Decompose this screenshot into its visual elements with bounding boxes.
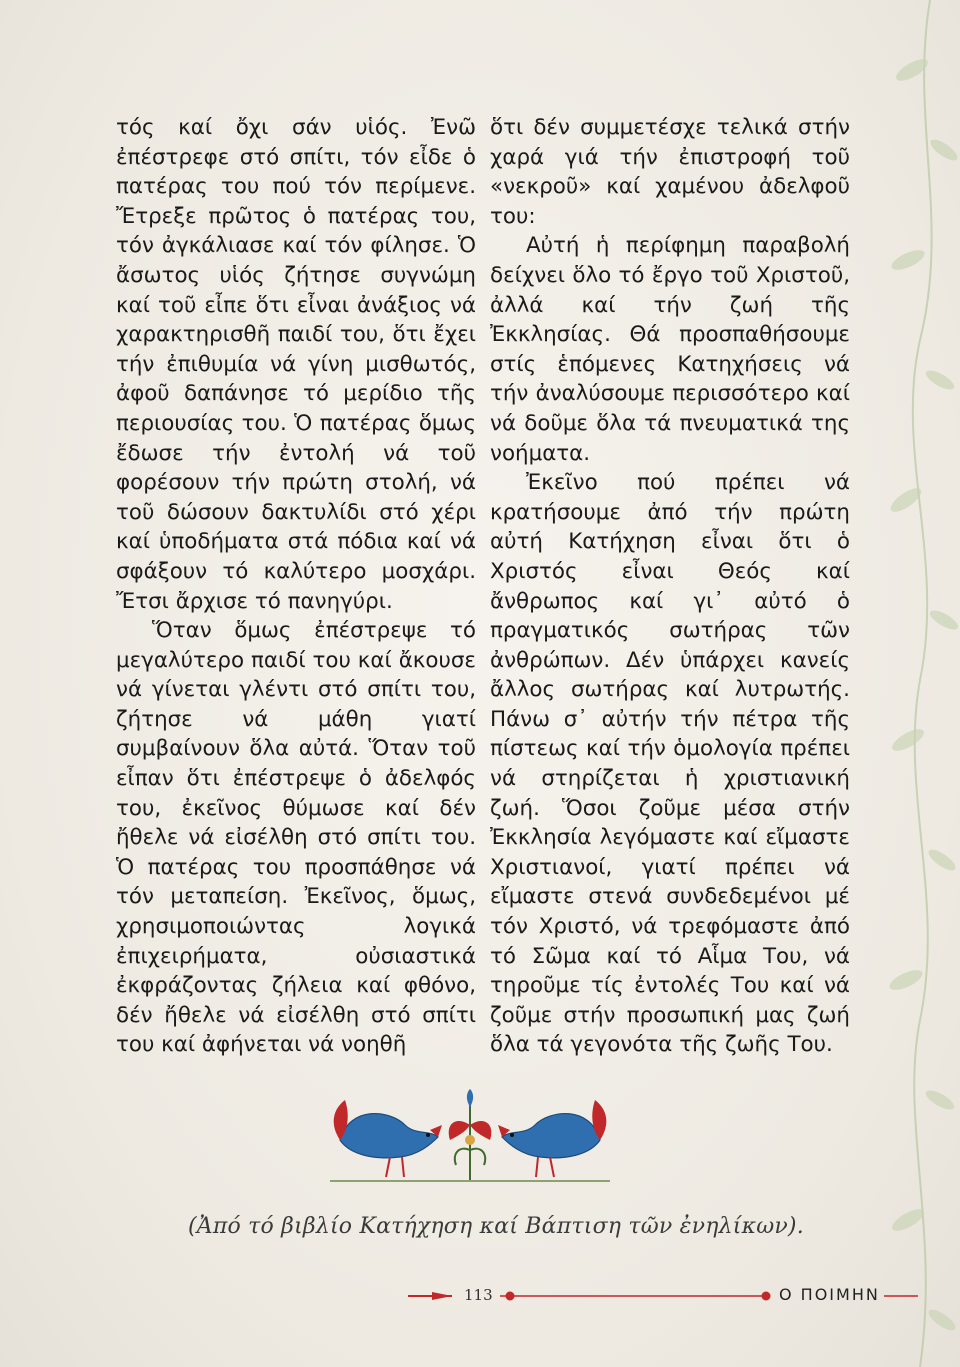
left-text-column <box>116 113 476 1060</box>
birds-ornament-illustration <box>320 1085 620 1185</box>
page-number: 113 <box>464 1286 493 1304</box>
right-text-column <box>490 113 850 1060</box>
right-bird-icon <box>498 1100 606 1177</box>
left-bird-icon <box>334 1100 442 1177</box>
paragraph: Ὅταν ὅμως ἐπέστρεψε τό μεγαλύτερο παιδί του καί ἄκουσε νά γίνεται γλέντι στό σπίτι του, ζήτησε νά μάθη γιατί συμβαίνουν ὅλα αὐτά. Ὅταν τοῦ εἶπαν ὅτι ἐπέστρεψε ὁ ἀδελφός του, ἐκεῖνος θύμωσε καί δέν ἤθελε νά εἰσέλθη στό σπίτι του. Ὁ πατέρας του προσπάθησε νά τόν μεταπείση. Ἐκεῖνος, ὅμως, χρησιμοποιώντας λογικά ἐπιχειρήματα, οὐσιαστικά ἐκφράζοντας ζήλεια καί φθόνο, δέν ἤθελε νά εἰσέλθη στό σπίτι του καί ἀφήνεται νά νοηθῆ <box>116 618 476 1058</box>
paragraph: Ἐκεῖνο πού πρέπει νά κρατήσουμε ἀπό τήν πρώτη αὐτή Κατήχηση εἶναι ὅτι ὁ Χριστός εἶναι Θεός καί ἄνθρωπος καί γι᾽ αὐτό ὁ πραγματικός σωτήρας τῶν ἀνθρώπων. Δέν ὑπάρχει κανείς ἄλλος σωτήρας καί λυτρωτής. Πάνω σ᾽ αὐτήν τήν πέτρα τῆς πίστεως καί τήν ὁμολογία πρέπει νά στηρίζεται ἡ χριστιανική ζωή. Ὅσοι ζοῦμε μέσα στήν Ἐκκλησία λεγόμαστε καί εἴμαστε Χριστιανοί, γιατί πρέπει νά εἴμαστε στενά συνδεδεμένοι μέ τόν Χριστό, νά τρεφόμαστε ἀπό τό Σῶμα καί τό Αἷμα Του, νά τηροῦμε τίς ἐντολές Του καί νά ζοῦμε στήν προσωπική μας ζωή ὅλα τά γεγονότα τῆς ζωῆς Του. <box>490 470 850 1058</box>
paragraph: ὅτι δέν συμμετέσχε τελικά στήν χαρά γιά τήν ἐπιστροφή τοῦ «νεκροῦ» καί χαμένου ἀδελφοῦ του: <box>490 115 850 229</box>
paragraph: Αὐτή ἡ περίφημη παραβολή δείχνει ὅλο τό ἔργο τοῦ Χριστοῦ, ἀλλά καί τήν ζωή τῆς Ἐκκλησίας. Θά προσπαθήσουμε στίς ἑπόμενες Κατηχήσεις νά τήν ἀναλύσουμε περισσότερο καί νά δοῦμε ὅλα τά πνευματικά της νοήματα. <box>490 233 850 466</box>
dot-icon <box>506 1292 515 1301</box>
source-caption: (Ἀπό τό βιβλίο Κατήχηση καί Βάπτιση τῶν ἐνηλίκων). <box>188 1214 804 1239</box>
arrow-icon <box>432 1292 452 1300</box>
center-plant-icon <box>449 1089 492 1180</box>
paragraph: τός καί ὄχι σάν υἱός. Ἐνῶ ἐπέστρεφε στό σπίτι, τόν εἶδε ὁ πατέρας του πού τόν περίμενε. Ἔτρεξε πρῶτος ὁ πατέρας του, τόν ἀγκάλιασε καί τόν φίλησε. Ὁ ἄσωτος υἱός ζήτησε συγνώμη καί τοῦ εἶπε ὅτι εἶναι ἀνάξιος νά χαρακτηρισθῆ παιδί του, ὅτι ἔχει τήν ἐπιθυμία νά γίνη μισθωτός, ἀφοῦ δαπάνησε τό μερίδιο τῆς περιουσίας του. Ὁ πατέρας ὅμως ἔδωσε τήν ἐντολή νά τοῦ φορέσουν τήν πρώτη στολή, νά τοῦ δώσουν δακτυλίδι στό χέρι καί ὑποδήματα στά πόδια καί νά σφάξουν τό καλύτερο μοσχάρι. Ἔτσι ἄρχισε τό πανηγύρι. <box>116 115 476 614</box>
dot-icon <box>762 1292 771 1301</box>
journal-name: Ο ΠΟΙΜΗΝ <box>779 1285 880 1304</box>
